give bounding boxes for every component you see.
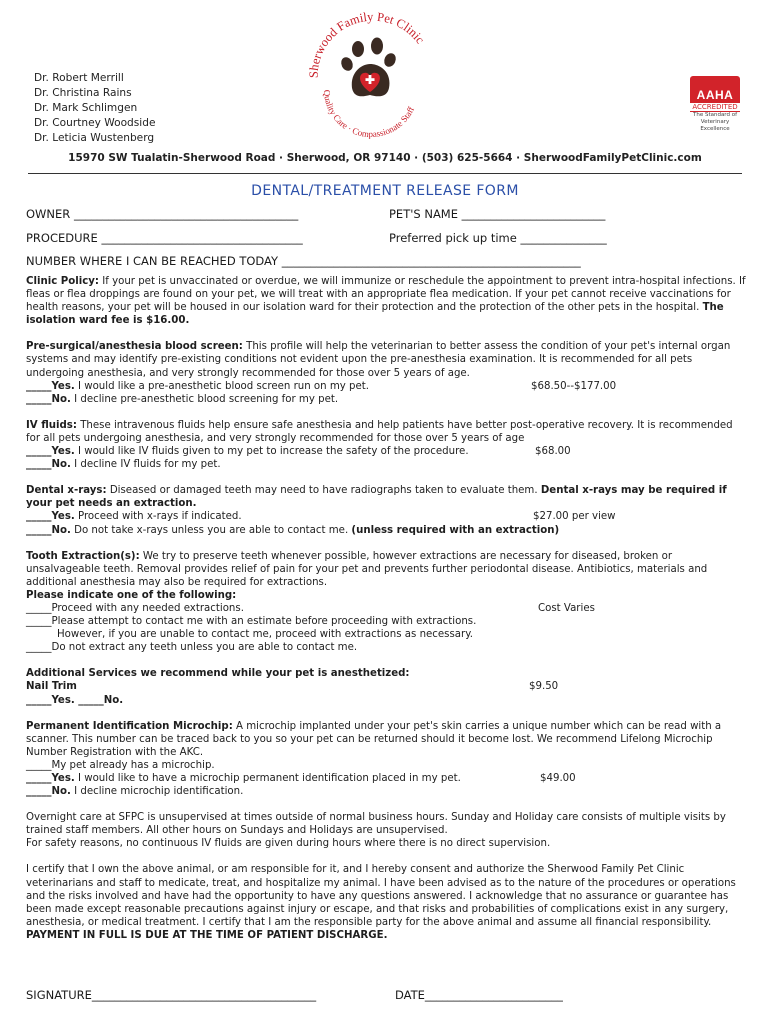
iv-fluids-price: $68.00 bbox=[535, 446, 571, 458]
blood-screen-price: $68.50--$177.00 bbox=[531, 380, 617, 392]
extraction-option-contact[interactable] bbox=[26, 615, 746, 628]
procedure-field[interactable] bbox=[26, 231, 303, 245]
microchip-yes-option[interactable] bbox=[26, 772, 746, 785]
dental-xrays-bold-text: Dental x-rays may be required if your pet needs an extraction. bbox=[26, 485, 727, 510]
microchip-no-option[interactable] bbox=[26, 785, 746, 798]
dental-xrays-no-option[interactable] bbox=[26, 524, 746, 537]
dental-xrays-section bbox=[26, 484, 746, 536]
blood-screen-section bbox=[26, 340, 746, 405]
doctor-name: Dr. Robert Merrill bbox=[34, 72, 124, 84]
blood-screen-no-option[interactable] bbox=[26, 393, 746, 406]
microchip-section bbox=[26, 720, 746, 799]
paw-icon bbox=[339, 38, 398, 97]
dental-xrays-yes-option[interactable] bbox=[26, 510, 746, 523]
blood-screen-yes-blank[interactable]: _____Yes. bbox=[26, 380, 75, 392]
microchip-no-text: I decline microchip identification. bbox=[70, 786, 244, 798]
aaha-logo: AAHA bbox=[690, 76, 740, 103]
nail-trim-price: $9.50 bbox=[529, 681, 559, 693]
contact-number-blank[interactable]: ____________________________________________________ bbox=[281, 254, 581, 268]
dental-xrays-label: Dental x-rays: bbox=[26, 485, 107, 497]
date-blank[interactable]: ________________________ bbox=[424, 988, 563, 1002]
logo-name-text: Sherwood Family Pet Clinic bbox=[306, 9, 428, 79]
pet-name-label: PET'S NAME bbox=[389, 207, 458, 221]
microchip-text: A microchip implanted under your pet's skin carries a unique number which can be read with a scanner. This number can be traced back to you so your pet can be returned should it become lost. We recommend Lifelong Microchip Number Registration with the AKC. bbox=[26, 720, 722, 758]
procedure-label: PROCEDURE bbox=[26, 231, 98, 245]
pickup-time-label: Preferred pick up time bbox=[389, 231, 517, 245]
extraction-option-decline[interactable] bbox=[26, 641, 746, 654]
blood-screen-text: This profile will help the veterinarian to better assess the condition of your pet's internal organ systems and may identify pre-existing conditions not evident upon the pre-anesthesia examination. It is recommended for all pets undergoing anesthesia, and very strongly recommended for those over 5 years of age. bbox=[26, 341, 731, 379]
additional-services-heading: Additional Services we recommend while your pet is anesthetized: bbox=[26, 668, 410, 680]
doctor-list bbox=[34, 71, 156, 146]
contact-number-label: NUMBER WHERE I CAN BE REACHED TODAY bbox=[26, 254, 279, 268]
dental-xrays-no-text: Do not take x-rays unless you are able to contact me. bbox=[70, 524, 352, 536]
pet-name-field[interactable] bbox=[389, 207, 605, 221]
extraction-price: Cost Varies bbox=[538, 602, 595, 614]
dental-xrays-price: $27.00 per view bbox=[533, 511, 616, 523]
microchip-no-blank[interactable]: _____No. bbox=[26, 786, 71, 798]
payment-notice: PAYMENT IN FULL IS DUE AT THE TIME OF PATIENT DISCHARGE. bbox=[26, 929, 388, 941]
iv-fluids-yes-blank[interactable]: _____Yes. bbox=[26, 446, 75, 458]
nail-trim-label: Nail Trim bbox=[26, 681, 77, 693]
blood-screen-yes-option[interactable] bbox=[26, 380, 746, 393]
extraction-text: We try to preserve teeth whenever possible, however extractions are necessary for diseased, broken or unsalvageable teeth. Removal provides relief of pain for your pet and prevents further periodontal disease. Antibiotics, materials and additional anesthesia may also be required for extractions. bbox=[26, 550, 708, 588]
extraction-indicate: Please indicate one of the following: bbox=[26, 589, 237, 601]
aaha-accredited: ACCREDITED bbox=[690, 103, 740, 112]
blood-screen-no-text: I decline pre-anesthetic blood screening for my pet. bbox=[70, 393, 339, 405]
extraction-section bbox=[26, 550, 746, 655]
extraction-label: Tooth Extraction(s): bbox=[26, 550, 140, 562]
doctor-name: Dr. Christina Rains bbox=[34, 87, 132, 99]
microchip-price: $49.00 bbox=[540, 773, 576, 784]
extraction-option-proceed-text: _____Proceed with any needed extractions. bbox=[26, 602, 244, 614]
date-label: DATE bbox=[395, 988, 425, 1002]
overnight-care-text: Overnight care at SFPC is unsupervised at times outside of normal business hours. Sunday and Holiday care consists of multiple visits by trained staff members. All other hours on Sundays and Holidays are unsupervised. bbox=[26, 812, 726, 837]
consent-section bbox=[26, 863, 746, 942]
extraction-option-contact-text: _____Please attempt to contact me with an estimate before proceeding with extractions. bbox=[26, 616, 477, 628]
signature-field[interactable] bbox=[26, 988, 316, 1002]
blood-screen-yes-text: I would like a pre-anesthetic blood screen run on my pet. bbox=[74, 380, 370, 392]
doctor-name: Dr. Leticia Wustenberg bbox=[34, 132, 155, 144]
iv-fluids-no-option[interactable] bbox=[26, 458, 746, 471]
isolation-fee: The isolation ward fee is $16.00. bbox=[26, 302, 724, 327]
iv-fluids-no-blank[interactable]: _____No. bbox=[26, 459, 71, 471]
microchip-already-option[interactable]: _____My pet already has a microchip. bbox=[26, 759, 215, 771]
dental-xrays-yes-text: Proceed with x-rays if indicated. bbox=[74, 511, 242, 523]
iv-fluids-section bbox=[26, 419, 746, 471]
aaha-badge bbox=[690, 76, 740, 133]
form-body bbox=[26, 275, 746, 955]
nail-trim-row bbox=[26, 680, 746, 693]
owner-field[interactable] bbox=[26, 207, 298, 221]
clinic-policy-text: If your pet is unvaccinated or overdue, we will immunize or reschedule the appointment to prevent intra-hospital infections. If fleas or flea droppings are found on your pet, we will treat with an appropriate flea medication. If your pet cannot receive vaccinations for health reasons, your pet will be housed in our isolation ward for their protection and the protection of the other pets in the hospital. bbox=[26, 276, 746, 314]
header-divider bbox=[28, 173, 742, 174]
contact-number-field[interactable] bbox=[26, 254, 581, 268]
dental-xrays-text: Diseased or damaged teeth may need to have radiographs taken to evaluate them. bbox=[106, 485, 541, 497]
doctor-name: Dr. Mark Schlimgen bbox=[34, 102, 138, 114]
blood-screen-no-blank[interactable]: _____No. bbox=[26, 393, 71, 405]
microchip-label: Permanent Identification Microchip: bbox=[26, 720, 233, 732]
pickup-time-field[interactable] bbox=[389, 231, 607, 245]
pickup-time-blank[interactable]: _______________ bbox=[520, 231, 607, 245]
signature-blank[interactable]: _______________________________________ bbox=[91, 988, 317, 1002]
logo-tagline-text: Quality Care · Compassionate Staff bbox=[321, 89, 417, 140]
blood-screen-label: Pre-surgical/anesthesia blood screen: bbox=[26, 341, 243, 353]
owner-blank[interactable]: _______________________________________ bbox=[73, 207, 299, 221]
doctor-name: Dr. Courtney Woodside bbox=[34, 117, 156, 129]
dental-xrays-no-bold: (unless required with an extraction) bbox=[351, 524, 560, 536]
overnight-care-section bbox=[26, 811, 746, 850]
dental-xrays-yes-blank[interactable]: _____Yes. bbox=[26, 511, 75, 523]
aaha-sub-2: Veterinary Excellence bbox=[700, 119, 730, 132]
aaha-sub-1: The Standard of bbox=[692, 112, 738, 118]
additional-services-section bbox=[26, 667, 746, 706]
iv-fluids-no-text: I decline IV fluids for my pet. bbox=[70, 459, 221, 471]
iv-fluids-yes-option[interactable] bbox=[26, 445, 746, 458]
extraction-option-contact-note: However, if you are unable to contact me, proceed with extractions as necessary. bbox=[57, 629, 474, 641]
clinic-policy-label: Clinic Policy: bbox=[26, 276, 99, 287]
iv-fluids-yes-text: I would like IV fluids given to my pet to increase the safety of the procedure. bbox=[74, 446, 469, 458]
overnight-care-safety: For safety reasons, no continuous IV fluids are given during hours where there is no direct supervision. bbox=[26, 838, 551, 850]
date-field[interactable] bbox=[395, 988, 563, 1002]
owner-label: OWNER bbox=[26, 207, 71, 221]
microchip-yes-text: I would like to have a microchip permanent identification placed in my pet. bbox=[74, 773, 461, 784]
procedure-blank[interactable]: ___________________________________ bbox=[101, 231, 303, 245]
clinic-address: 15970 SW Tualatin-Sherwood Road · Sherwood, OR 97140 · (503) 625-5664 · SherwoodFamilyPetClinic.com bbox=[68, 152, 702, 164]
microchip-yes-blank[interactable]: _____Yes. bbox=[26, 773, 75, 784]
consent-text: I certify that I own the above animal, or am responsible for it, and I hereby consent and authorize the Sherwood Family Pet Clinic veterinarians and staff to medicate, treat, and hospitalize my animal. I have been advised as to the nature of the procedures or operations and the risks involved and have had the opportunity to have any questions answered. I acknowledge that no assurance or guarantee has been made except reasonable precautions against injury or escape, and that risks and probabilities of complications exist in any surgery, anesthesia, or medical treatment. I certify that I am the responsible party for the above animal and assume all financial responsibility. bbox=[26, 864, 736, 928]
nail-trim-options[interactable]: _____Yes. _____No. bbox=[26, 694, 124, 706]
extraction-option-decline-text: _____Do not extract any teeth unless you are able to contact me. bbox=[26, 642, 358, 654]
extraction-option-proceed[interactable] bbox=[26, 602, 746, 615]
clinic-logo bbox=[300, 4, 440, 144]
signature-label: SIGNATURE bbox=[26, 988, 92, 1002]
iv-fluids-label: IV fluids: bbox=[26, 419, 77, 431]
dental-xrays-no-blank[interactable]: _____No. bbox=[26, 524, 71, 536]
form-title: DENTAL/TREATMENT RELEASE FORM bbox=[251, 183, 519, 199]
iv-fluids-text: These intravenous fluids help ensure safe anesthesia and help patients have better post-operative recovery. It is recommended for all pets undergoing anesthesia, and very strongly recommended for those over 5 years of age bbox=[26, 419, 733, 444]
clinic-policy bbox=[26, 275, 746, 327]
pet-name-blank[interactable]: _________________________ bbox=[461, 207, 606, 221]
